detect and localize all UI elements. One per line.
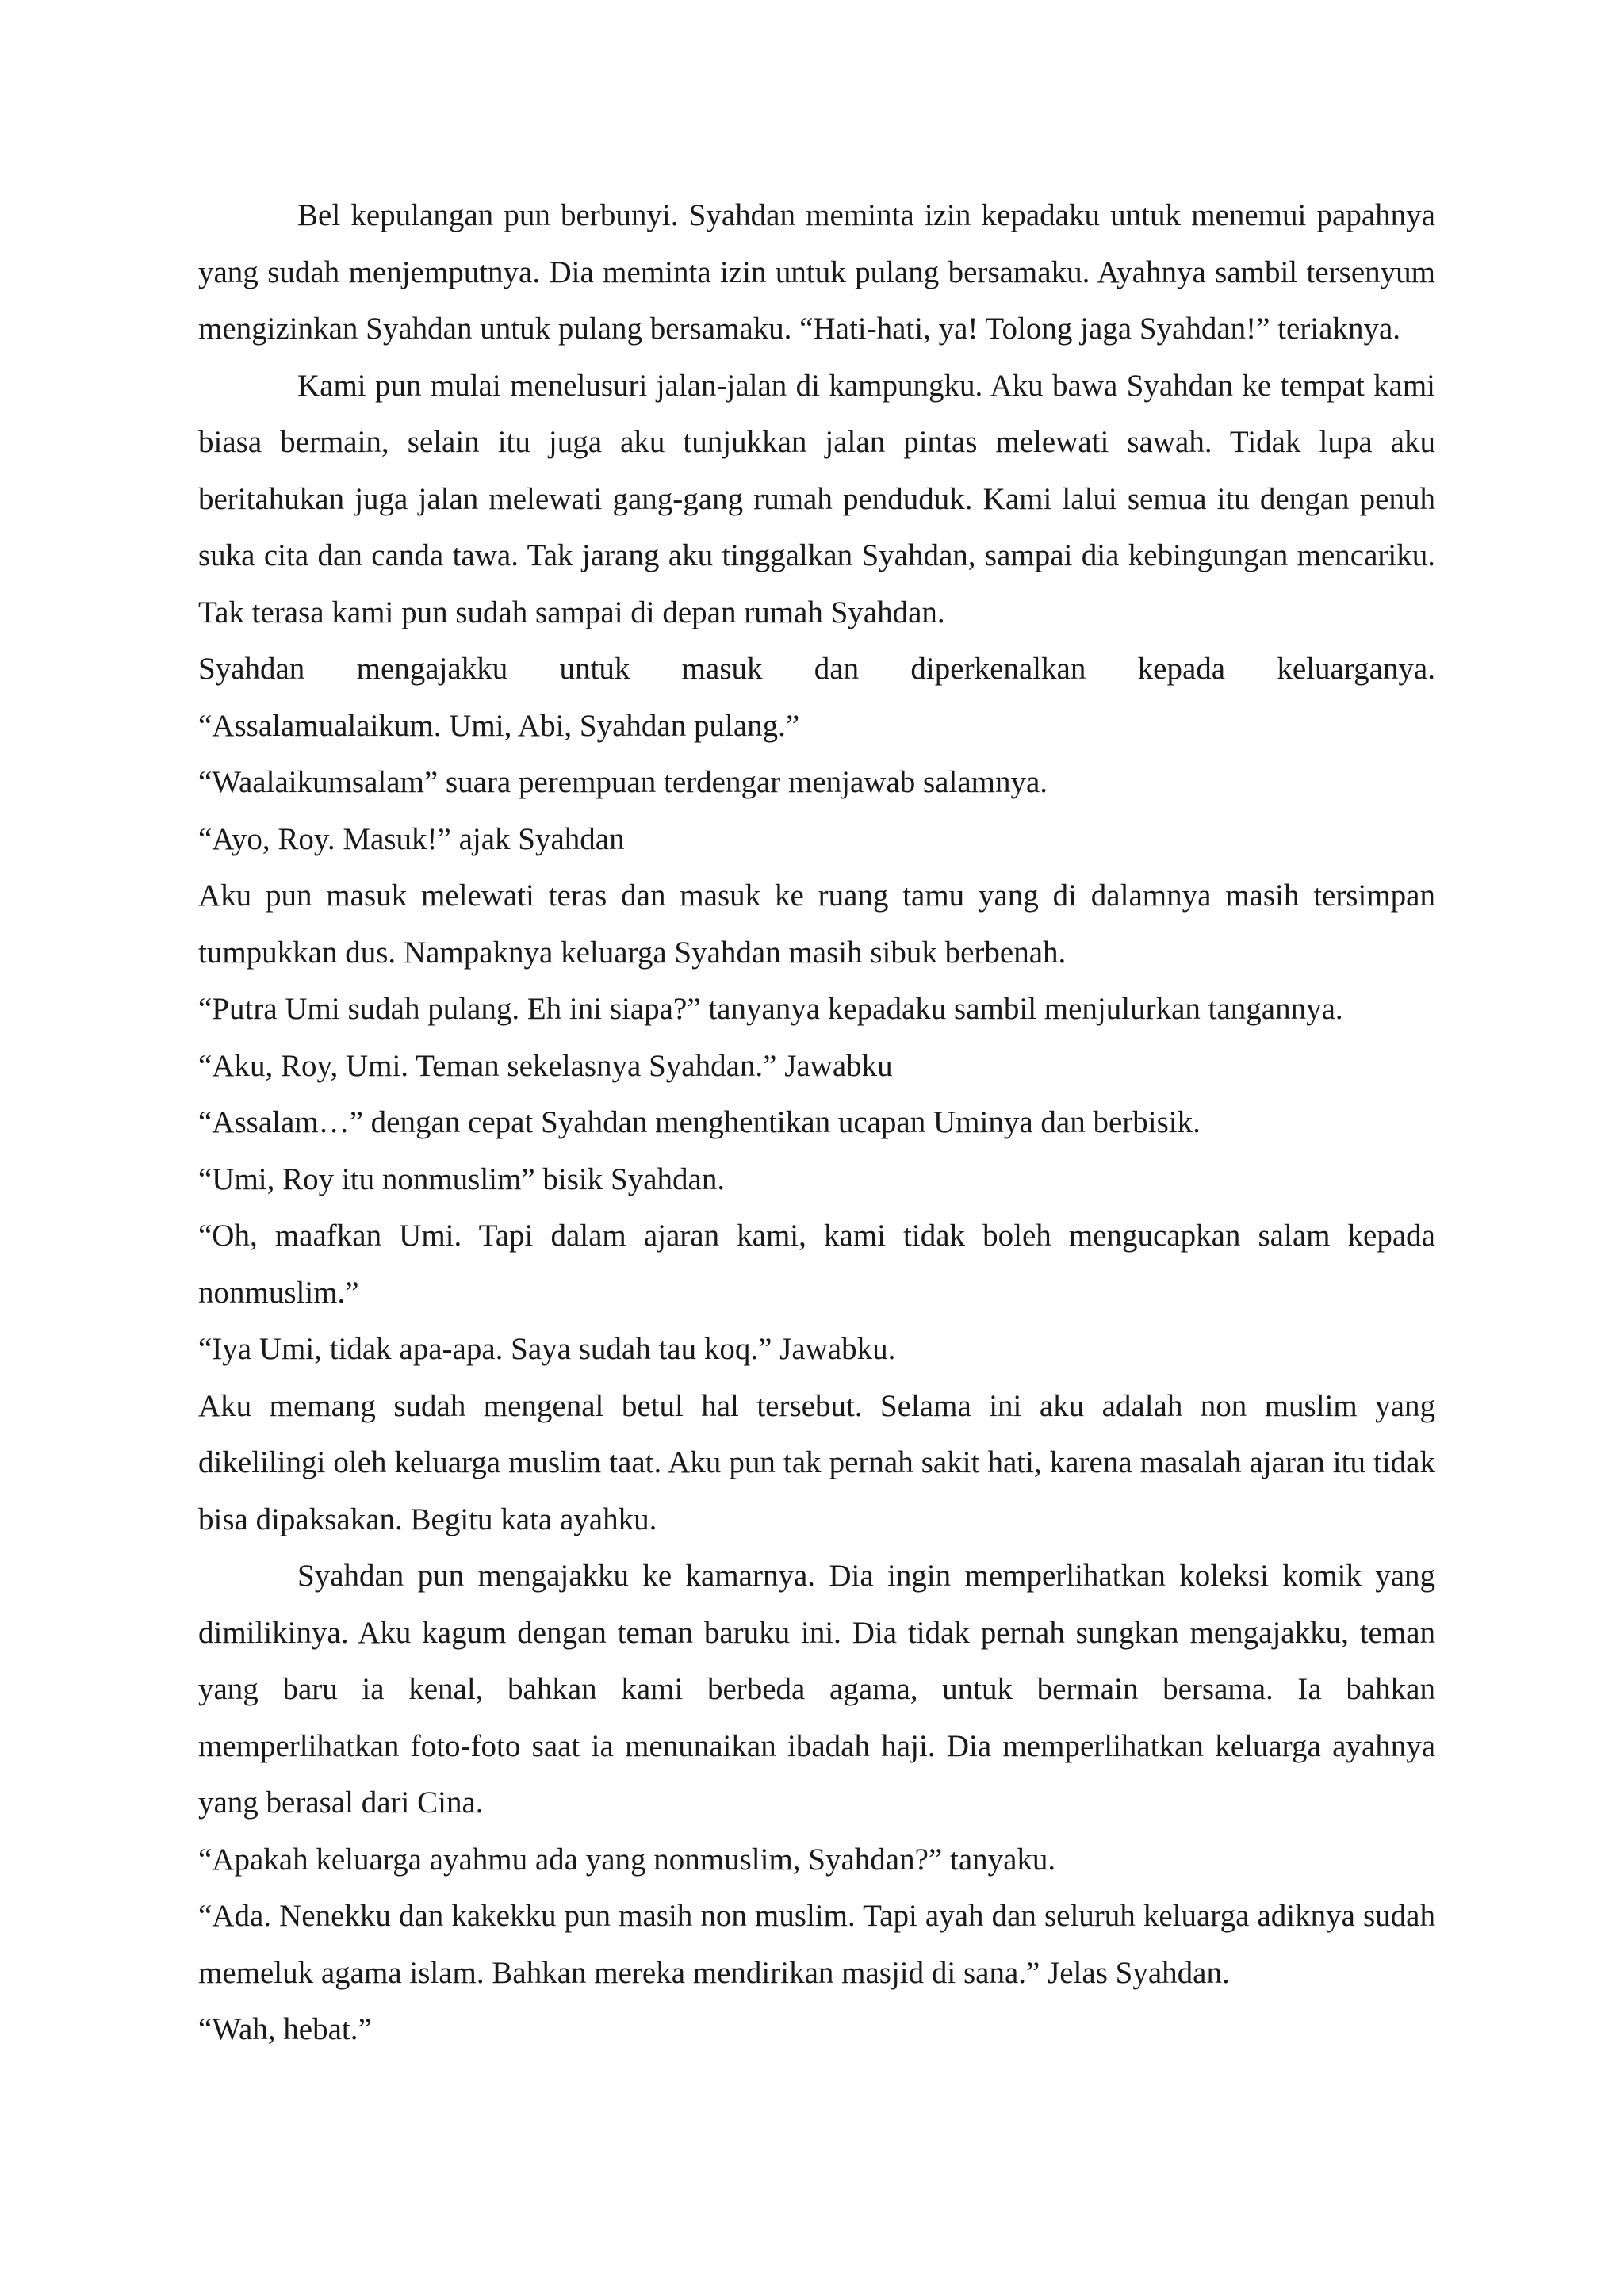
paragraph-15: Syahdan pun mengajakku ke kamarnya. Dia ingin memperlihatkan koleksi komik yang dimilikinya. Aku kagum dengan teman baruku ini. Dia tidak pernah sungkan mengajakku, teman yang baru ia kenal, bahkan kami berbeda agama, untuk bermain bersama. Ia bahkan memperlihatkan foto-foto saat ia menunaikan ibadah haji. Dia memperlihatkan keluarga ayahnya yang berasal dari Cina. bbox=[198, 1559, 1435, 1820]
paragraph-10: “Assalam…” dengan cepat Syahdan menghentikan ucapan Uminya dan berbisik. bbox=[198, 1105, 1201, 1139]
paragraph-11: “Umi, Roy itu nonmuslim” bisik Syahdan. bbox=[198, 1161, 726, 1196]
paragraph-12: “Oh, maafkan Umi. Tapi dalam ajaran kami, kami tidak boleh mengucapkan salam kepada nonmuslim.” bbox=[198, 1219, 1435, 1310]
paragraph-14: Aku memang sudah mengenal betul hal tersebut. Selama ini aku adalah non muslim yang dikelilingi oleh keluarga muslim taat. Aku pun tak pernah sakit hati, karena masalah ajaran itu tidak bisa dipaksakan. Begitu kata ayahku. bbox=[198, 1388, 1435, 1536]
paragraph-13: “Iya Umi, tidak apa-apa. Saya sudah tau koq.” Jawabku. bbox=[198, 1332, 896, 1366]
paragraph-5: “Waalaikumsalam” suara perempuan terdengar menjawab salamnya. bbox=[198, 765, 1048, 799]
paragraph-3: Syahdan mengajakku untuk masuk dan diperkenalkan kepada keluarganya. bbox=[198, 652, 1435, 686]
paragraph-9: “Aku, Roy, Umi. Teman sekelasnya Syahdan.” Jawabku bbox=[198, 1048, 893, 1083]
paragraph-16: “Apakah keluarga ayahmu ada yang nonmuslim, Syahdan?” tanyaku. bbox=[198, 1842, 1056, 1877]
paragraph-4: “Assalamualaikum. Umi, Abi, Syahdan pulang.” bbox=[198, 708, 800, 743]
paragraph-2: Kami pun mulai menelusuri jalan-jalan di kampungku. Aku bawa Syahdan ke tempat kami biasa bermain, selain itu juga aku tunjukkan jalan pintas melewati sawah. Tidak lupa aku beritahukan juga jalan melewati gang-gang rumah penduduk. Kami lalui semua itu dengan penuh suka cita dan canda tawa. Tak jarang aku tinggalkan Syahdan, sampai dia kebingungan mencariku. Tak terasa kami pun sudah sampai di depan rumah Syahdan. bbox=[198, 368, 1435, 629]
paragraph-17: “Ada. Nenekku dan kakekku pun masih non muslim. Tapi ayah dan seluruh keluarga adiknya sudah memeluk agama islam. Bahkan mereka mendirikan masjid di sana.” Jelas Syahdan. bbox=[198, 1899, 1435, 1990]
paragraph-8: “Putra Umi sudah pulang. Eh ini siapa?” tanyanya kepadaku sambil menjulurkan tangannya. bbox=[198, 992, 1343, 1026]
paragraph-1: Bel kepulangan pun berbunyi. Syahdan meminta izin kepadaku untuk menemui papahnya yang sudah menjemputnya. Dia meminta izin untuk pulang bersamaku. Ayahnya sambil tersenyum mengizinkan Syahdan untuk pulang bersamaku. “Hati-hati, ya! Tolong jaga Syahdan!” teriaknya. bbox=[198, 198, 1435, 346]
document-body bbox=[198, 187, 1435, 2058]
paragraph-6: “Ayo, Roy. Masuk!” ajak Syahdan bbox=[198, 821, 625, 856]
paragraph-18: “Wah, hebat.” bbox=[198, 2012, 372, 2046]
paragraph-7: Aku pun masuk melewati teras dan masuk ke ruang tamu yang di dalamnya masih tersimpan tumpukkan dus. Nampaknya keluarga Syahdan masih sibuk berbenah. bbox=[198, 878, 1435, 970]
